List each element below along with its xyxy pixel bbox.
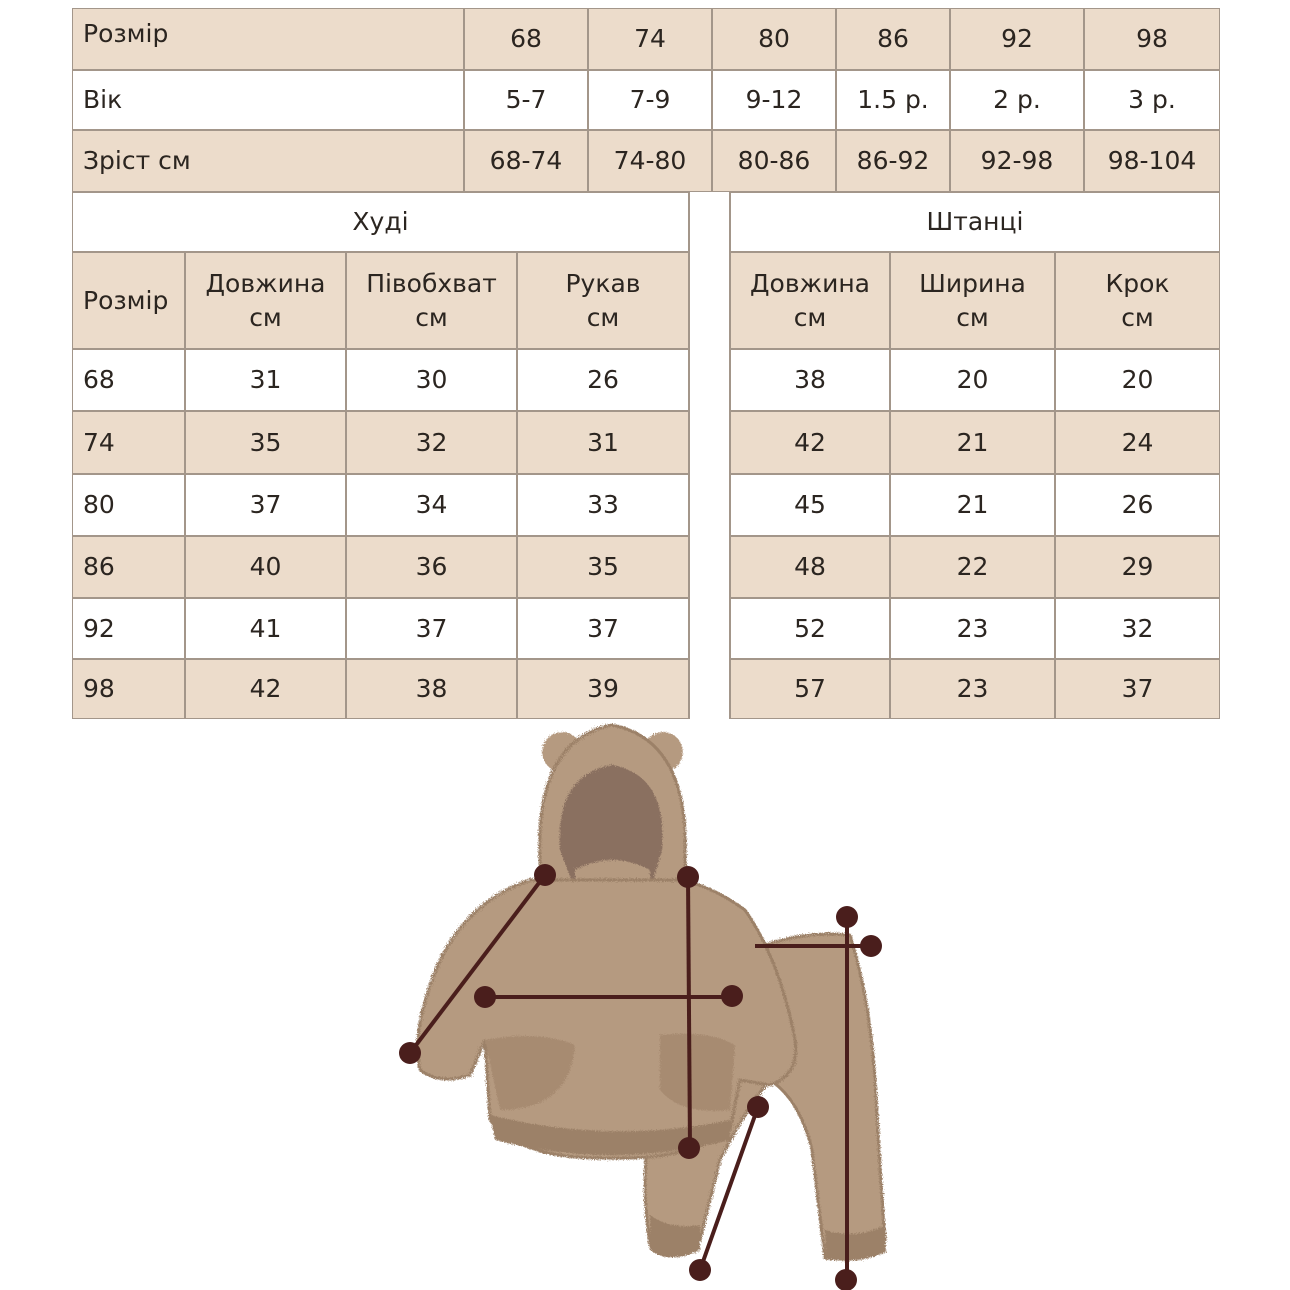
marker-dot bbox=[836, 906, 858, 928]
marker-dot bbox=[721, 985, 743, 1007]
marker-dot bbox=[747, 1096, 769, 1118]
hoodie-cell: 74 bbox=[72, 411, 185, 474]
hoodie-length-measure-line bbox=[688, 877, 690, 1148]
top-row-label-age: Вік bbox=[72, 70, 464, 130]
pants-cell: 21 bbox=[890, 411, 1055, 474]
pants-cell: 23 bbox=[890, 598, 1055, 659]
pants-cell: 37 bbox=[1055, 659, 1220, 719]
pants-cell: 32 bbox=[1055, 598, 1220, 659]
top-cell: 2 р. bbox=[950, 70, 1084, 130]
top-row-label-height: Зріст см bbox=[72, 130, 464, 192]
top-cell: 92-98 bbox=[950, 130, 1084, 192]
hoodie-cell: 33 bbox=[517, 474, 689, 536]
marker-dot bbox=[689, 1259, 711, 1281]
pants-header-inseam: Крок см bbox=[1055, 252, 1220, 349]
pants-cell: 22 bbox=[890, 536, 1055, 598]
top-cell: 3 р. bbox=[1084, 70, 1220, 130]
top-cell: 74-80 bbox=[588, 130, 712, 192]
marker-dot bbox=[534, 864, 556, 886]
top-cell: 74 bbox=[588, 8, 712, 70]
hoodie-cell: 37 bbox=[185, 474, 346, 536]
hoodie-cell: 40 bbox=[185, 536, 346, 598]
top-cell: 98-104 bbox=[1084, 130, 1220, 192]
hoodie-cell: 31 bbox=[185, 349, 346, 411]
pants-cell: 38 bbox=[730, 349, 890, 411]
hoodie-cell: 35 bbox=[185, 411, 346, 474]
hoodie-cell: 36 bbox=[346, 536, 517, 598]
top-cell: 98 bbox=[1084, 8, 1220, 70]
top-cell: 5-7 bbox=[464, 70, 588, 130]
pants-cell: 24 bbox=[1055, 411, 1220, 474]
pants-cell: 20 bbox=[1055, 349, 1220, 411]
hoodie-cell: 34 bbox=[346, 474, 517, 536]
pants-cell: 26 bbox=[1055, 474, 1220, 536]
hoodie-cell: 37 bbox=[517, 598, 689, 659]
pants-cell: 23 bbox=[890, 659, 1055, 719]
pants-cell: 42 bbox=[730, 411, 890, 474]
hoodie-cell: 80 bbox=[72, 474, 185, 536]
marker-dot bbox=[835, 1269, 857, 1290]
hoodie-header-halfgirth: Півобхват см bbox=[346, 252, 517, 349]
top-row-label-size: Розмір bbox=[72, 8, 464, 70]
top-cell: 68-74 bbox=[464, 130, 588, 192]
hoodie-cell: 31 bbox=[517, 411, 689, 474]
top-cell: 80-86 bbox=[712, 130, 836, 192]
hoodie-header-sleeve: Рукав см bbox=[517, 252, 689, 349]
hoodie-cell: 42 bbox=[185, 659, 346, 719]
hoodie-cell: 41 bbox=[185, 598, 346, 659]
hoodie-cell: 92 bbox=[72, 598, 185, 659]
top-cell: 92 bbox=[950, 8, 1084, 70]
pants-cell: 45 bbox=[730, 474, 890, 536]
top-cell: 68 bbox=[464, 8, 588, 70]
pants-cell: 52 bbox=[730, 598, 890, 659]
hoodie-cell: 86 bbox=[72, 536, 185, 598]
top-cell: 1.5 р. bbox=[836, 70, 950, 130]
hoodie-cell: 26 bbox=[517, 349, 689, 411]
top-cell: 9-12 bbox=[712, 70, 836, 130]
hoodie-cell: 35 bbox=[517, 536, 689, 598]
hoodie-cell: 32 bbox=[346, 411, 517, 474]
top-cell: 86 bbox=[836, 8, 950, 70]
top-cell: 86-92 bbox=[836, 130, 950, 192]
marker-dot bbox=[474, 986, 496, 1008]
hoodie-cell: 37 bbox=[346, 598, 517, 659]
pants-cell: 57 bbox=[730, 659, 890, 719]
marker-dot bbox=[677, 866, 699, 888]
hoodie-header-length: Довжина см bbox=[185, 252, 346, 349]
pants-title: Штанці bbox=[730, 192, 1220, 252]
marker-dot bbox=[678, 1137, 700, 1159]
top-cell: 7-9 bbox=[588, 70, 712, 130]
pants-cell: 48 bbox=[730, 536, 890, 598]
top-cell: 80 bbox=[712, 8, 836, 70]
pants-cell: 29 bbox=[1055, 536, 1220, 598]
hoodie-cell: 98 bbox=[72, 659, 185, 719]
hoodie-cell: 68 bbox=[72, 349, 185, 411]
hoodie-title: Худі bbox=[72, 192, 689, 252]
pants-header-width: Ширина см bbox=[890, 252, 1055, 349]
pants-header-length: Довжина см bbox=[730, 252, 890, 349]
marker-dot bbox=[399, 1042, 421, 1064]
marker-dot bbox=[860, 935, 882, 957]
pants-cell: 21 bbox=[890, 474, 1055, 536]
hoodie-header-size: Розмір bbox=[72, 252, 185, 349]
pants-cell: 20 bbox=[890, 349, 1055, 411]
hoodie-cell: 38 bbox=[346, 659, 517, 719]
hoodie-cell: 39 bbox=[517, 659, 689, 719]
hoodie-cell: 30 bbox=[346, 349, 517, 411]
